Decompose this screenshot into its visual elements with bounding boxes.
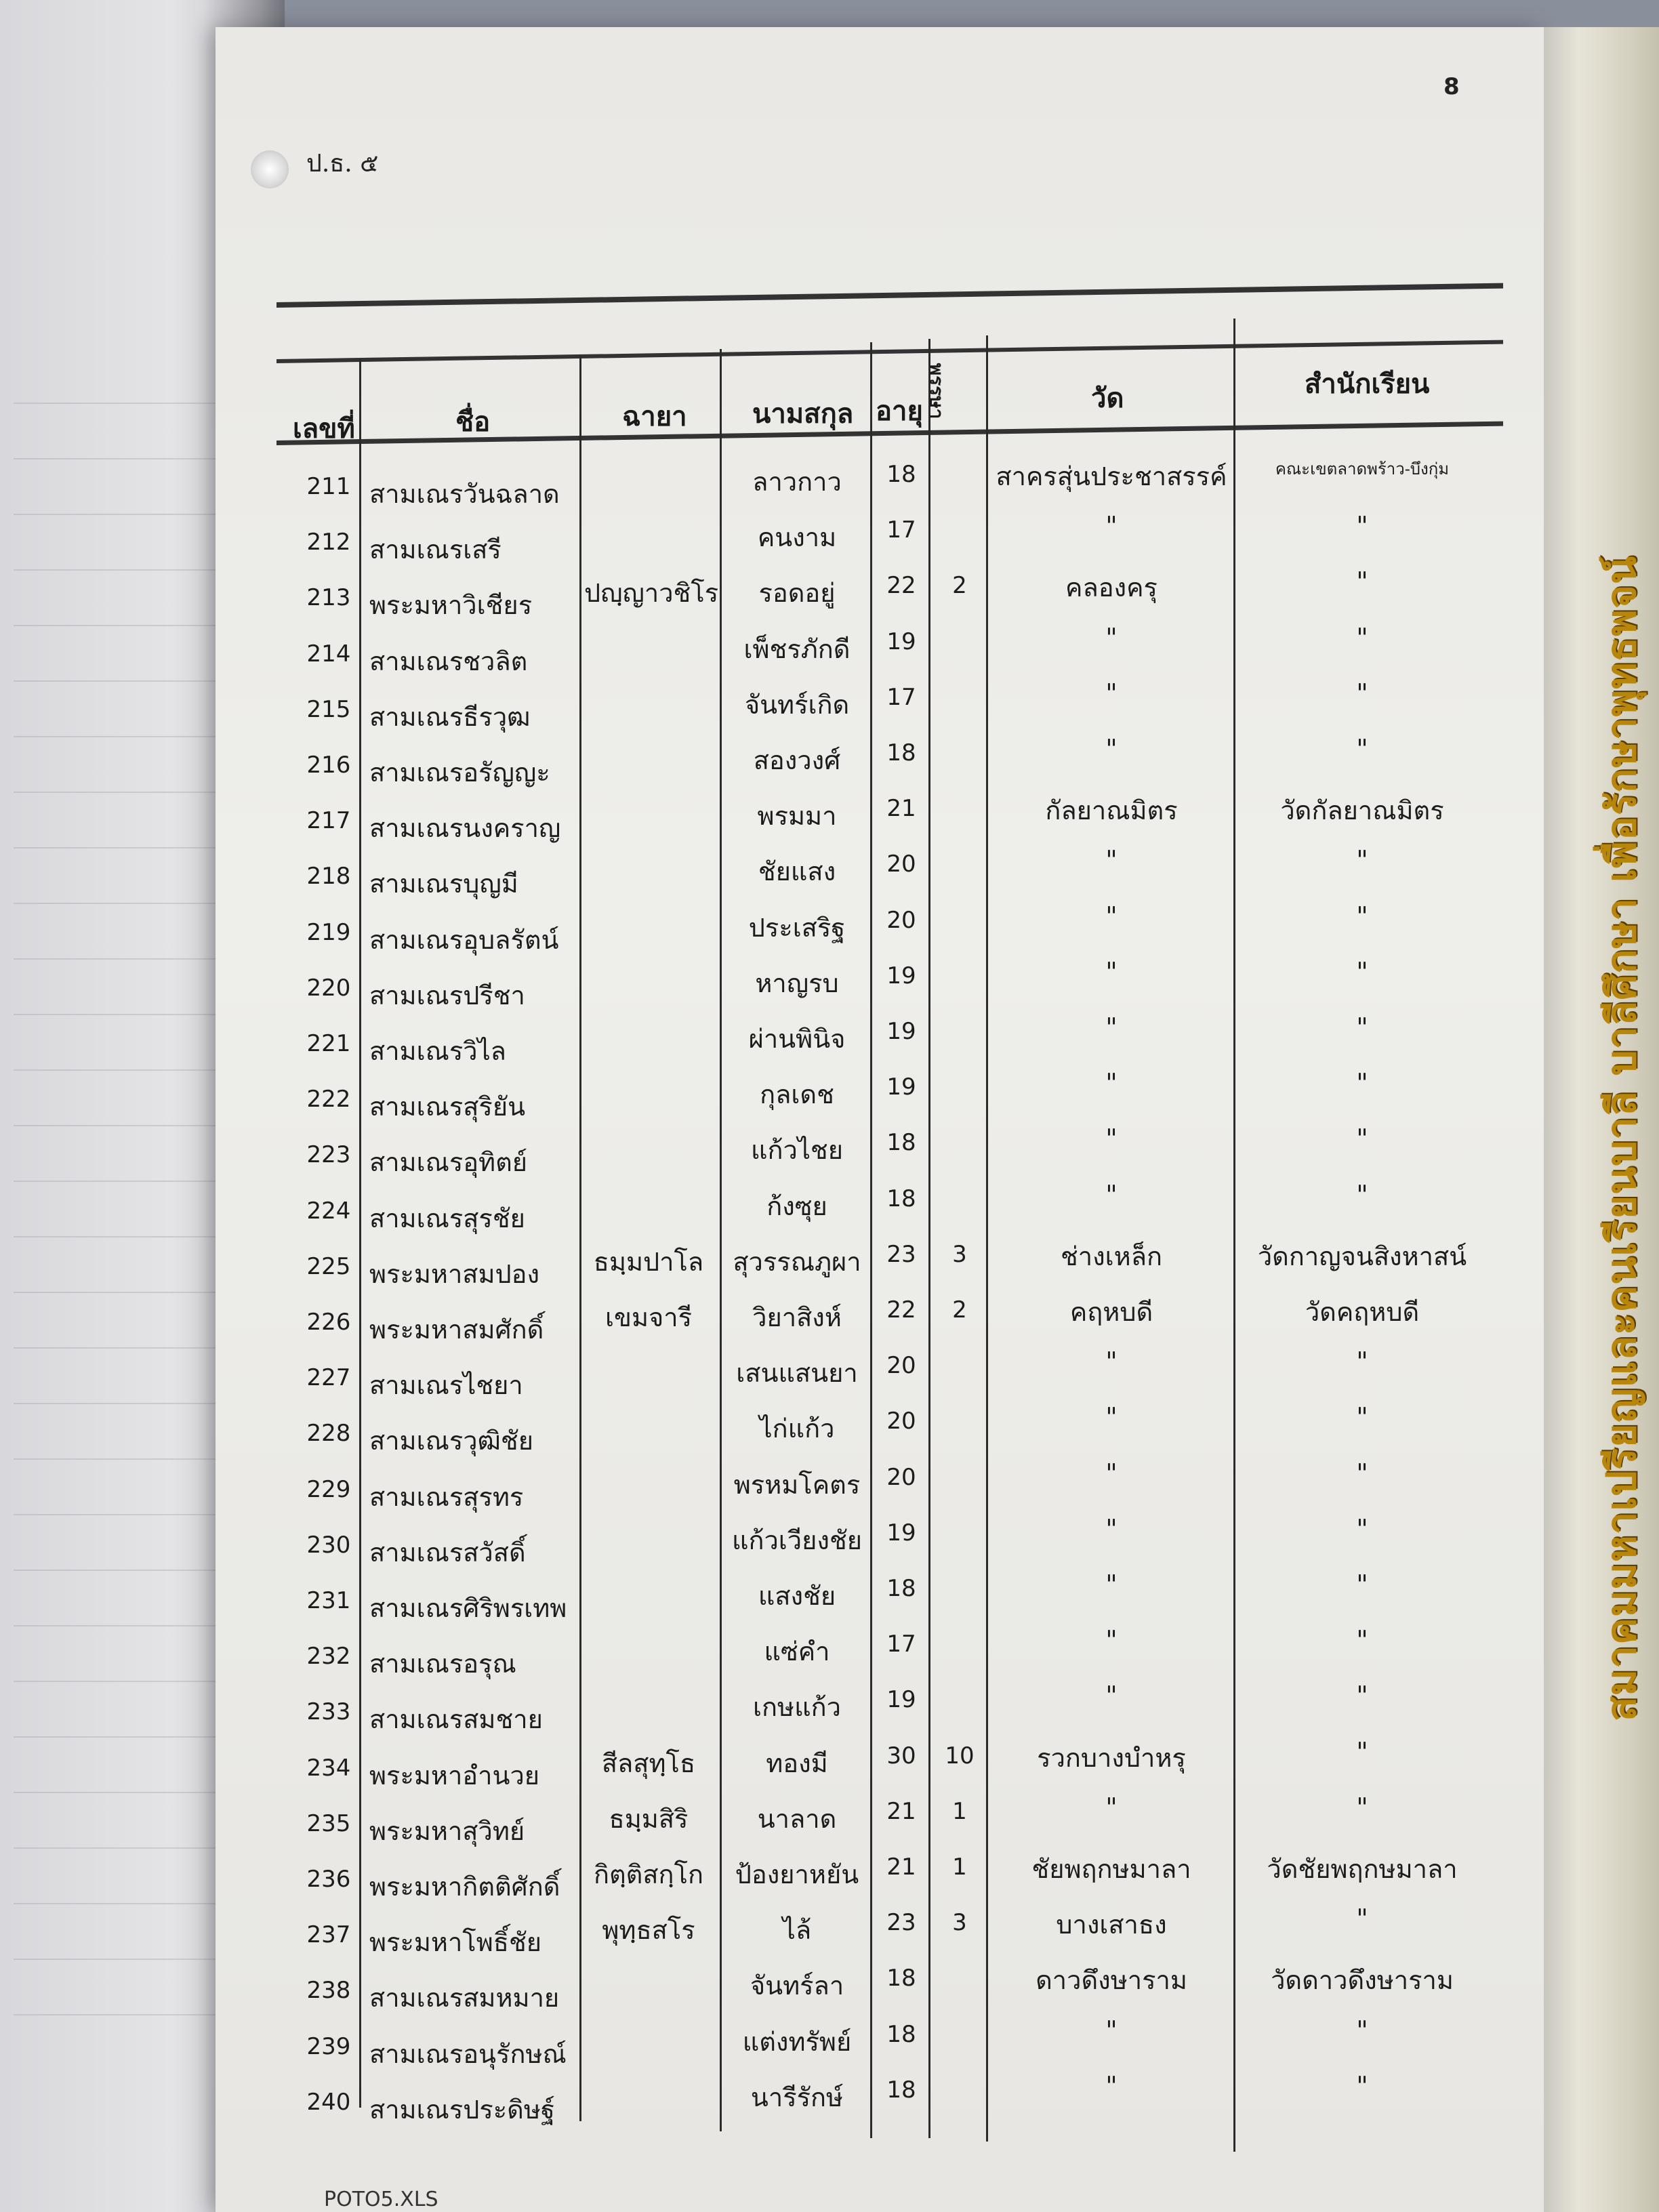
row-name: สามเณรไชยา	[369, 1370, 523, 1401]
row-wat: รวกบางบำหรุ	[1037, 1742, 1186, 1773]
row-name: สามเณรวันฉลาด	[369, 479, 560, 509]
row-wat: "	[1105, 1347, 1118, 1377]
row-wat: "	[1105, 734, 1118, 764]
table-row	[0, 1904, 1659, 1965]
row-age: 18	[886, 1185, 916, 1212]
row-number: 233	[306, 1698, 351, 1726]
row-name: สามเณรวุฒิชัย	[369, 1426, 533, 1456]
row-grade: 1	[952, 1853, 967, 1881]
table-row	[0, 901, 1659, 962]
row-number: 212	[306, 529, 351, 556]
row-age: 19	[886, 628, 916, 655]
row-school: "	[1356, 678, 1368, 708]
row-number: 213	[306, 584, 351, 612]
row-age: 17	[886, 516, 916, 544]
header-nickname: ฉายา	[622, 401, 687, 432]
row-age: 19	[886, 1686, 916, 1714]
row-school: "	[1356, 1068, 1368, 1099]
row-school: "	[1356, 511, 1368, 541]
row-wat: บางเสาธง	[1056, 1910, 1167, 1940]
row-school: "	[1356, 1904, 1368, 1934]
row-number: 232	[306, 1643, 351, 1671]
row-school: วัดดาวดึงษาราม	[1271, 1965, 1454, 1996]
row-name: พระมหากิตติศักดิ์	[369, 1872, 560, 1902]
table-row	[0, 1625, 1659, 1686]
row-name: สามเณรสมหมาย	[369, 1983, 560, 2013]
row-number: 223	[306, 1141, 351, 1169]
table-row	[0, 1513, 1659, 1575]
row-school: "	[1356, 901, 1368, 931]
row-age: 19	[886, 1519, 916, 1547]
row-surname: หาญรบ	[755, 968, 839, 998]
row-wat: คฤหบดี	[1069, 1297, 1153, 1327]
row-number: 225	[306, 1252, 351, 1280]
row-surname: ประเสริฐ	[748, 912, 846, 943]
row-age: 19	[886, 962, 916, 989]
row-age: 21	[886, 795, 916, 823]
row-grade: 3	[952, 1909, 967, 1937]
table-row	[0, 1347, 1659, 1408]
row-wat: "	[1105, 2070, 1118, 2101]
row-age: 18	[886, 1965, 916, 1992]
row-wat: "	[1105, 1012, 1118, 1042]
table-row	[0, 795, 1659, 851]
row-wat: "	[1105, 2015, 1118, 2045]
table-row	[0, 1458, 1659, 1519]
row-school: "	[1356, 1570, 1368, 1599]
row-wat: "	[1105, 1681, 1118, 1711]
row-wat: "	[1105, 622, 1118, 653]
row-grade: 2	[952, 1296, 967, 1324]
row-school: วัดกาญจนสิงหาสน์	[1257, 1241, 1467, 1271]
row-wat: "	[1105, 901, 1118, 931]
row-name: สามเณรสุรชัย	[369, 1203, 525, 1233]
watermark-text: สมาคมมหาเปรียญและคนเรียนบาลี บาลีศึกษา เพื่อรักษาพุทธพจน์	[1598, 555, 1645, 1721]
table-row	[0, 1736, 1659, 1798]
row-surname: แก้วเวียงชัย	[731, 1525, 863, 1555]
row-wat: "	[1105, 511, 1118, 541]
header-age: อายุ	[876, 395, 923, 427]
row-wat: "	[1105, 1570, 1118, 1599]
table-row	[0, 511, 1659, 572]
header-wat: วัด	[1091, 382, 1124, 414]
row-name: พระมหาวิเชียร	[369, 590, 533, 621]
row-number: 234	[306, 1754, 351, 1782]
row-name: สามเณรอนุรักษณ์	[369, 2039, 567, 2069]
row-name: สามเณรประดิษฐ์	[369, 2094, 555, 2125]
row-wat: ดาวดึงษาราม	[1036, 1965, 1187, 1996]
row-grade: 1	[952, 1797, 967, 1825]
row-age: 18	[886, 739, 916, 766]
row-name: พระมหาโพธิ์ชัย	[369, 1927, 542, 1958]
row-surname: แซ่คำ	[764, 1637, 830, 1667]
row-school: "	[1356, 845, 1368, 876]
row-wat: ช่างเหล็ก	[1060, 1241, 1162, 1271]
row-nickname: ธมฺมสิริ	[609, 1803, 689, 1834]
document-code: ป.ธ. ๕	[306, 150, 379, 178]
row-surname: แสงชัย	[758, 1581, 836, 1611]
row-age: 19	[886, 1073, 916, 1101]
row-surname: ลาวกาว	[752, 467, 842, 497]
row-age: 17	[886, 1631, 916, 1658]
table-row	[0, 1068, 1659, 1129]
row-surname: เสนแสนยา	[736, 1358, 858, 1389]
row-surname: วิยาสิงห์	[752, 1303, 842, 1332]
row-name: สามเณรเสรี	[369, 535, 501, 565]
row-name: พระมหาสมปอง	[369, 1258, 540, 1289]
row-surname: ไก่แก้ว	[759, 1414, 835, 1444]
row-surname: รอดอยู่	[758, 578, 836, 609]
header-name: ชื่อ	[455, 406, 491, 438]
row-name: สามเณรสมชาย	[369, 1704, 543, 1735]
row-surname: ป้องยาหยัน	[735, 1860, 859, 1889]
row-grade: 3	[952, 1240, 967, 1268]
row-number: 217	[306, 807, 351, 835]
table-row	[0, 1241, 1659, 1296]
row-wat: "	[1105, 956, 1118, 987]
row-name: พระมหาสมศักดิ์	[369, 1315, 544, 1345]
row-name: สามเณรสุริยัน	[369, 1092, 526, 1122]
table-row	[0, 1296, 1659, 1352]
row-surname: เพ็ชรภักดี	[743, 634, 851, 664]
row-nickname: ปญฺญาวชิโร	[584, 578, 719, 609]
row-number: 236	[306, 1866, 351, 1893]
row-nickname: พุทฺธสโร	[602, 1915, 695, 1946]
row-number: 229	[306, 1475, 351, 1503]
row-number: 239	[306, 2032, 351, 2060]
row-surname: ก้งซุย	[766, 1191, 827, 1221]
header-surname: นามสกุล	[752, 398, 854, 430]
row-wat: "	[1105, 1179, 1118, 1210]
row-age: 23	[886, 1909, 916, 1937]
row-number: 222	[306, 1086, 351, 1113]
table-row	[0, 567, 1659, 628]
row-school: "	[1356, 1625, 1368, 1656]
row-number: 214	[306, 640, 351, 668]
row-number: 220	[306, 974, 351, 1002]
row-age: 18	[886, 1575, 916, 1602]
row-number: 240	[306, 2088, 351, 2116]
row-number: 215	[306, 695, 351, 723]
row-age: 18	[886, 461, 916, 488]
row-age: 18	[886, 1129, 916, 1157]
footer-filename: POTO5.XLS	[324, 2188, 438, 2211]
row-surname: พรหมโคตร	[733, 1469, 861, 1500]
row-number: 235	[306, 1809, 351, 1837]
row-age: 20	[886, 1352, 916, 1380]
row-age: 20	[886, 1463, 916, 1491]
row-surname: แก้วไชย	[750, 1135, 843, 1166]
row-wat: "	[1105, 1068, 1118, 1099]
row-name: สามเณรบุญมี	[369, 869, 518, 899]
row-school: "	[1356, 1736, 1368, 1767]
table-row	[0, 845, 1659, 906]
row-name: พระมหาสุวิทย์	[369, 1816, 525, 1846]
row-number: 219	[306, 918, 351, 946]
table-row	[0, 1570, 1659, 1631]
row-school: "	[1356, 956, 1368, 987]
punch-hole	[251, 150, 289, 188]
row-wat: คลองครุ	[1065, 573, 1158, 603]
table-row	[0, 1012, 1659, 1073]
row-surname: ผ่านพินิจ	[748, 1024, 846, 1054]
row-wat: "	[1105, 1124, 1118, 1154]
row-nickname: ธมฺมปาโล	[593, 1246, 704, 1277]
row-number: 238	[306, 1977, 351, 2005]
row-wat: "	[1105, 678, 1118, 708]
row-grade: 2	[952, 572, 967, 600]
table-row	[0, 734, 1659, 795]
row-school: "	[1356, 1458, 1368, 1488]
row-surname: คนงาม	[757, 523, 837, 553]
row-surname: จันทร์เกิด	[744, 689, 850, 720]
table-row	[0, 1681, 1659, 1742]
row-school: "	[1356, 1513, 1368, 1544]
row-school: "	[1356, 2070, 1368, 2101]
row-age: 18	[886, 2076, 916, 2104]
row-surname: ไล้	[782, 1915, 812, 1946]
ghost-line	[14, 435, 217, 459]
row-school: "	[1356, 1124, 1368, 1154]
row-age: 21	[886, 1853, 916, 1881]
row-age: 20	[886, 851, 916, 878]
row-surname: สุวรรณภูผา	[733, 1246, 861, 1277]
row-name: สามเณรอุทิตย์	[369, 1147, 528, 1178]
row-surname: พรมมา	[757, 801, 837, 832]
row-school: วัดคฤหบดี	[1305, 1297, 1420, 1327]
table-row	[0, 461, 1659, 516]
row-nickname: เขมจารี	[605, 1303, 693, 1332]
header-grade: พรรษา	[925, 363, 948, 419]
row-wat: กัลยาณมิตร	[1045, 796, 1178, 826]
row-wat: "	[1105, 1625, 1118, 1656]
row-name: สามเณรสุรทร	[369, 1481, 524, 1512]
row-number: 230	[306, 1531, 351, 1559]
row-nickname: สีลสุทฺโธ	[601, 1748, 696, 1778]
row-school: "	[1356, 1792, 1368, 1822]
row-number: 231	[306, 1587, 351, 1614]
row-age: 20	[886, 906, 916, 934]
row-school: "	[1356, 2015, 1368, 2045]
row-surname: เกษแก้ว	[753, 1692, 841, 1723]
header-num: เลขที่	[293, 413, 355, 445]
table-row	[0, 1853, 1659, 1909]
row-name: สามเณรอรัญญะ	[369, 758, 550, 787]
row-name: สามเณรปรีชา	[369, 980, 525, 1010]
row-school: "	[1356, 1681, 1368, 1711]
row-number: 218	[306, 863, 351, 890]
row-number: 211	[306, 473, 351, 500]
ghost-line	[14, 380, 217, 404]
row-school: "	[1356, 1179, 1368, 1210]
row-surname: นาลาด	[757, 1803, 837, 1834]
row-number: 227	[306, 1364, 351, 1392]
table-row	[0, 1179, 1659, 1241]
row-age: 20	[886, 1408, 916, 1435]
row-grade: 10	[945, 1742, 975, 1769]
row-age: 23	[886, 1240, 916, 1268]
row-number: 224	[306, 1197, 351, 1225]
row-wat: สาครสุ่นประชาสรรค์	[996, 462, 1227, 491]
row-school: คณะเขตลาดพร้าว-บึงกุ่ม	[1275, 459, 1450, 478]
row-school: วัดชัยพฤกษมาลา	[1267, 1854, 1458, 1884]
table-row	[0, 1792, 1659, 1853]
row-school: วัดกัลยาณมิตร	[1280, 796, 1444, 826]
row-age: 18	[886, 2020, 916, 2048]
row-wat: "	[1105, 1792, 1118, 1822]
header-school: สำนักเรียน	[1305, 368, 1430, 400]
row-surname: กุลเดช	[760, 1080, 834, 1110]
table-row	[0, 2015, 1659, 2076]
row-school: "	[1356, 1347, 1368, 1377]
row-wat: ชัยพฤกษมาลา	[1031, 1854, 1191, 1884]
row-school: "	[1356, 622, 1368, 653]
row-surname: จันทร์ลา	[750, 1971, 844, 2001]
row-school: "	[1356, 567, 1368, 597]
table-row	[0, 678, 1659, 739]
row-name: สามเณรธีรวุฒ	[369, 701, 531, 732]
table-row	[0, 1402, 1659, 1463]
row-name: สามเณรสวัสดิ์	[369, 1537, 526, 1568]
row-surname: แต่งทรัพย์	[742, 2026, 852, 2057]
row-surname: นารีรักษ์	[750, 2082, 844, 2112]
row-name: สามเณรชวลิต	[369, 646, 528, 676]
row-school: "	[1356, 1012, 1368, 1042]
row-age: 22	[886, 572, 916, 600]
row-name: พระมหาอำนวย	[369, 1760, 540, 1790]
row-wat: "	[1105, 1513, 1118, 1544]
page-number: 8	[1443, 73, 1460, 100]
row-number: 216	[306, 752, 351, 779]
row-number: 237	[306, 1921, 351, 1949]
row-name: สามเณรวิไล	[369, 1036, 506, 1066]
row-school: "	[1356, 1402, 1368, 1433]
row-age: 17	[886, 683, 916, 711]
row-surname: ชัยแสง	[758, 857, 836, 887]
row-name: สามเณรอรุณ	[369, 1649, 516, 1679]
table-row	[0, 1124, 1659, 1185]
row-wat: "	[1105, 845, 1118, 876]
table-row	[0, 2070, 1659, 2132]
table-row	[0, 622, 1659, 684]
row-number: 226	[306, 1309, 351, 1336]
row-wat: "	[1105, 1402, 1118, 1433]
row-surname: ทองมี	[766, 1748, 828, 1778]
table-row	[0, 956, 1659, 1018]
row-surname: สองวงศ์	[753, 745, 841, 775]
row-age: 19	[886, 1018, 916, 1045]
row-name: สามเณรนงคราญ	[369, 813, 561, 844]
row-wat: "	[1105, 1458, 1118, 1488]
row-number: 228	[306, 1420, 351, 1448]
row-nickname: กิตฺติสกฺโก	[594, 1860, 703, 1889]
row-age: 22	[886, 1296, 916, 1324]
row-number: 221	[306, 1030, 351, 1057]
row-name: สามเณรอุบลรัตน์	[369, 924, 559, 955]
row-age: 21	[886, 1797, 916, 1825]
table-row	[0, 1965, 1659, 2020]
row-school: "	[1356, 734, 1368, 764]
row-name: สามเณรศิริพรเทพ	[369, 1593, 567, 1623]
row-age: 30	[886, 1742, 916, 1769]
